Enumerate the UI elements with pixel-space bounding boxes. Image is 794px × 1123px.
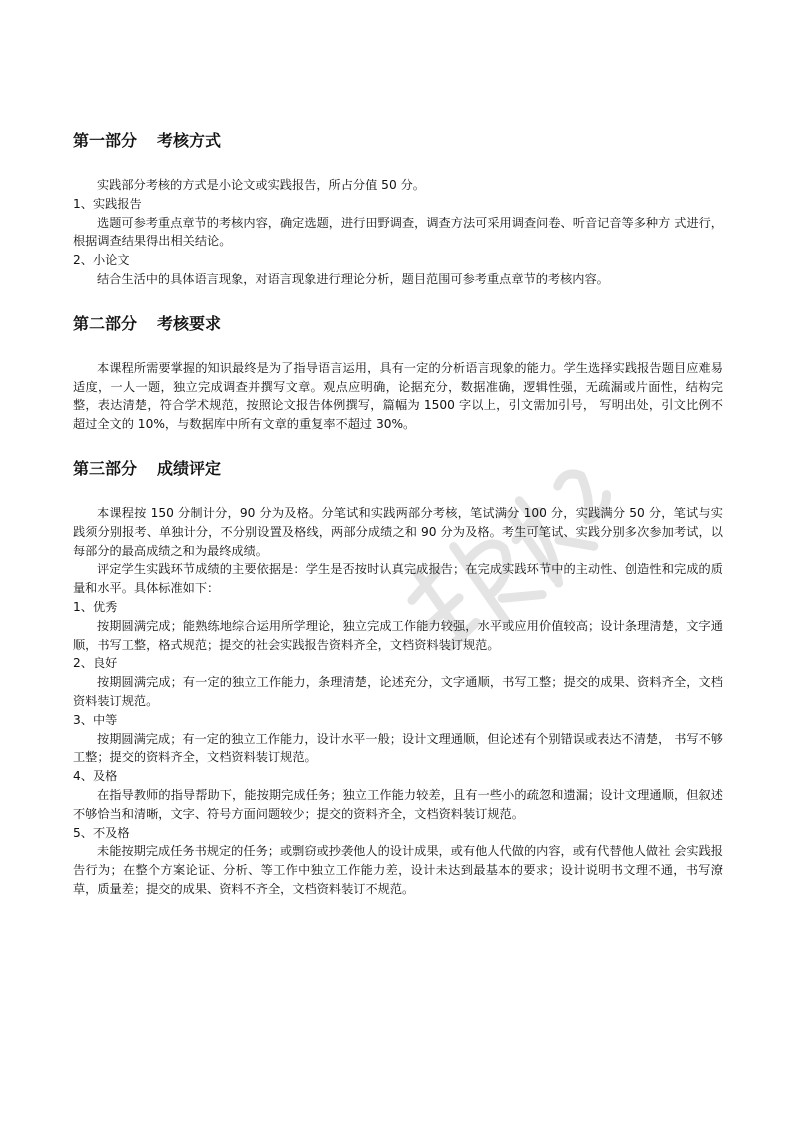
item-label: 5、不及格 — [73, 825, 130, 840]
item-label: 1、实践报告 — [73, 196, 142, 211]
item-label: 2、良好 — [73, 656, 118, 671]
section-1-intro: 实践部分考核的方式是小论文或实践报告，所占分值 50 分。 — [97, 178, 425, 192]
section-3-intro-2: 评定学生实践环节成绩的主要依据是：学生是否按时认真完成报告；在完成实践环节中的主动性、创造性和完成的质量和水平。具体标准如下： — [73, 562, 723, 596]
item-label: 3、中等 — [73, 712, 118, 727]
section-heading-3: 第三部分 成绩评定 — [73, 458, 222, 478]
item-label: 2、小论文 — [73, 253, 130, 268]
item-text: 结合生活中的具体语言现象，对语言现象进行理论分析，题目范围可参考重点章节的考核内容。 — [97, 271, 609, 286]
item-label: 1、优秀 — [73, 599, 118, 614]
section-2-intro: 本课程所需要掌握的知识最终是为了指导语言运用，具有一定的分析语言现象的能力。学生选择实践报告题目应难易适度，一人一题，独立完成调查并撰写文章。观点应明确，论据充分，数据准确，逻辑性强，无疏漏或片面性，结构完整，表达清楚，符合学术规范，按照论文报告体例撰写，篇幅为 1500 字以上，引文需加引号， 写明出处，引文比例不超过全文的 10%，与数据库中所有文章的重复率不超过 30%。 — [73, 360, 723, 432]
section-heading-1: 第一部分 考核方式 — [73, 131, 222, 150]
item-text: 选题可参考重点章节的考核内容，确定选题，进行田野调查，调查方法可采用调查问卷、听音记音等多种方 式进行，根据调查结果得出相关结论。 — [73, 215, 723, 249]
item-text: 按期圆满完成；有一定的独立工作能力，设计水平一般；设计文理通顺，但论述有个别错误或表达不清楚， 书写不够工整；提交的资料齐全，文档资料装订规范。 — [73, 731, 723, 765]
item-text: 在指导教师的指导帮助下，能按期完成任务；独立工作能力较差，且有一些小的疏忽和遗漏；设计文理通顺，但叙述不够恰当和清晰，文字、符号方面问题较少；提交的资料齐全，文档资料装订规范。 — [73, 787, 723, 821]
document-content — [73, 128, 723, 899]
item-label: 4、及格 — [73, 769, 118, 784]
item-text: 按期圆满完成；有一定的独立工作能力，条理清楚，论述充分，文字通顺，书写工整；提交的成果、资料齐全，文档资料装订规范。 — [73, 675, 723, 708]
section-heading-2: 第二部分 考核要求 — [73, 313, 222, 333]
item-text: 按期圆满完成；能熟练地综合运用所学理论，独立完成工作能力较强，水平或应用价值较高；设计条理清楚，文字通顺，书写工整，格式规范；提交的社会实践报告资料齐全，文档资料装订规范。 — [73, 618, 723, 652]
item-text: 未能按期完成任务书规定的任务；或剽窃或抄袭他人的设计成果，或有他人代做的内容，或有代替他人做社 会实践报告行为；在整个方案论证、分析、等工作中独立工作能力差，设计未达到最基本的要求；设计说明书文理不通，书写潦草，质量差；提交的成果、资料不齐全，文档资料装订不规范。 — [73, 844, 723, 896]
section-3-intro: 本课程按 150 分制计分，90 分为及格。分笔试和实践两部分考核，笔试满分 100 分，实践满分 50 分，笔试与实践须分别报考、单独计分，不分别设置及格线，两部分成绩之和 90 分为及格。考生可笔试、实践分别多次参加考试，以每部分的最高成绩之和为最终成绩。 — [73, 505, 723, 558]
